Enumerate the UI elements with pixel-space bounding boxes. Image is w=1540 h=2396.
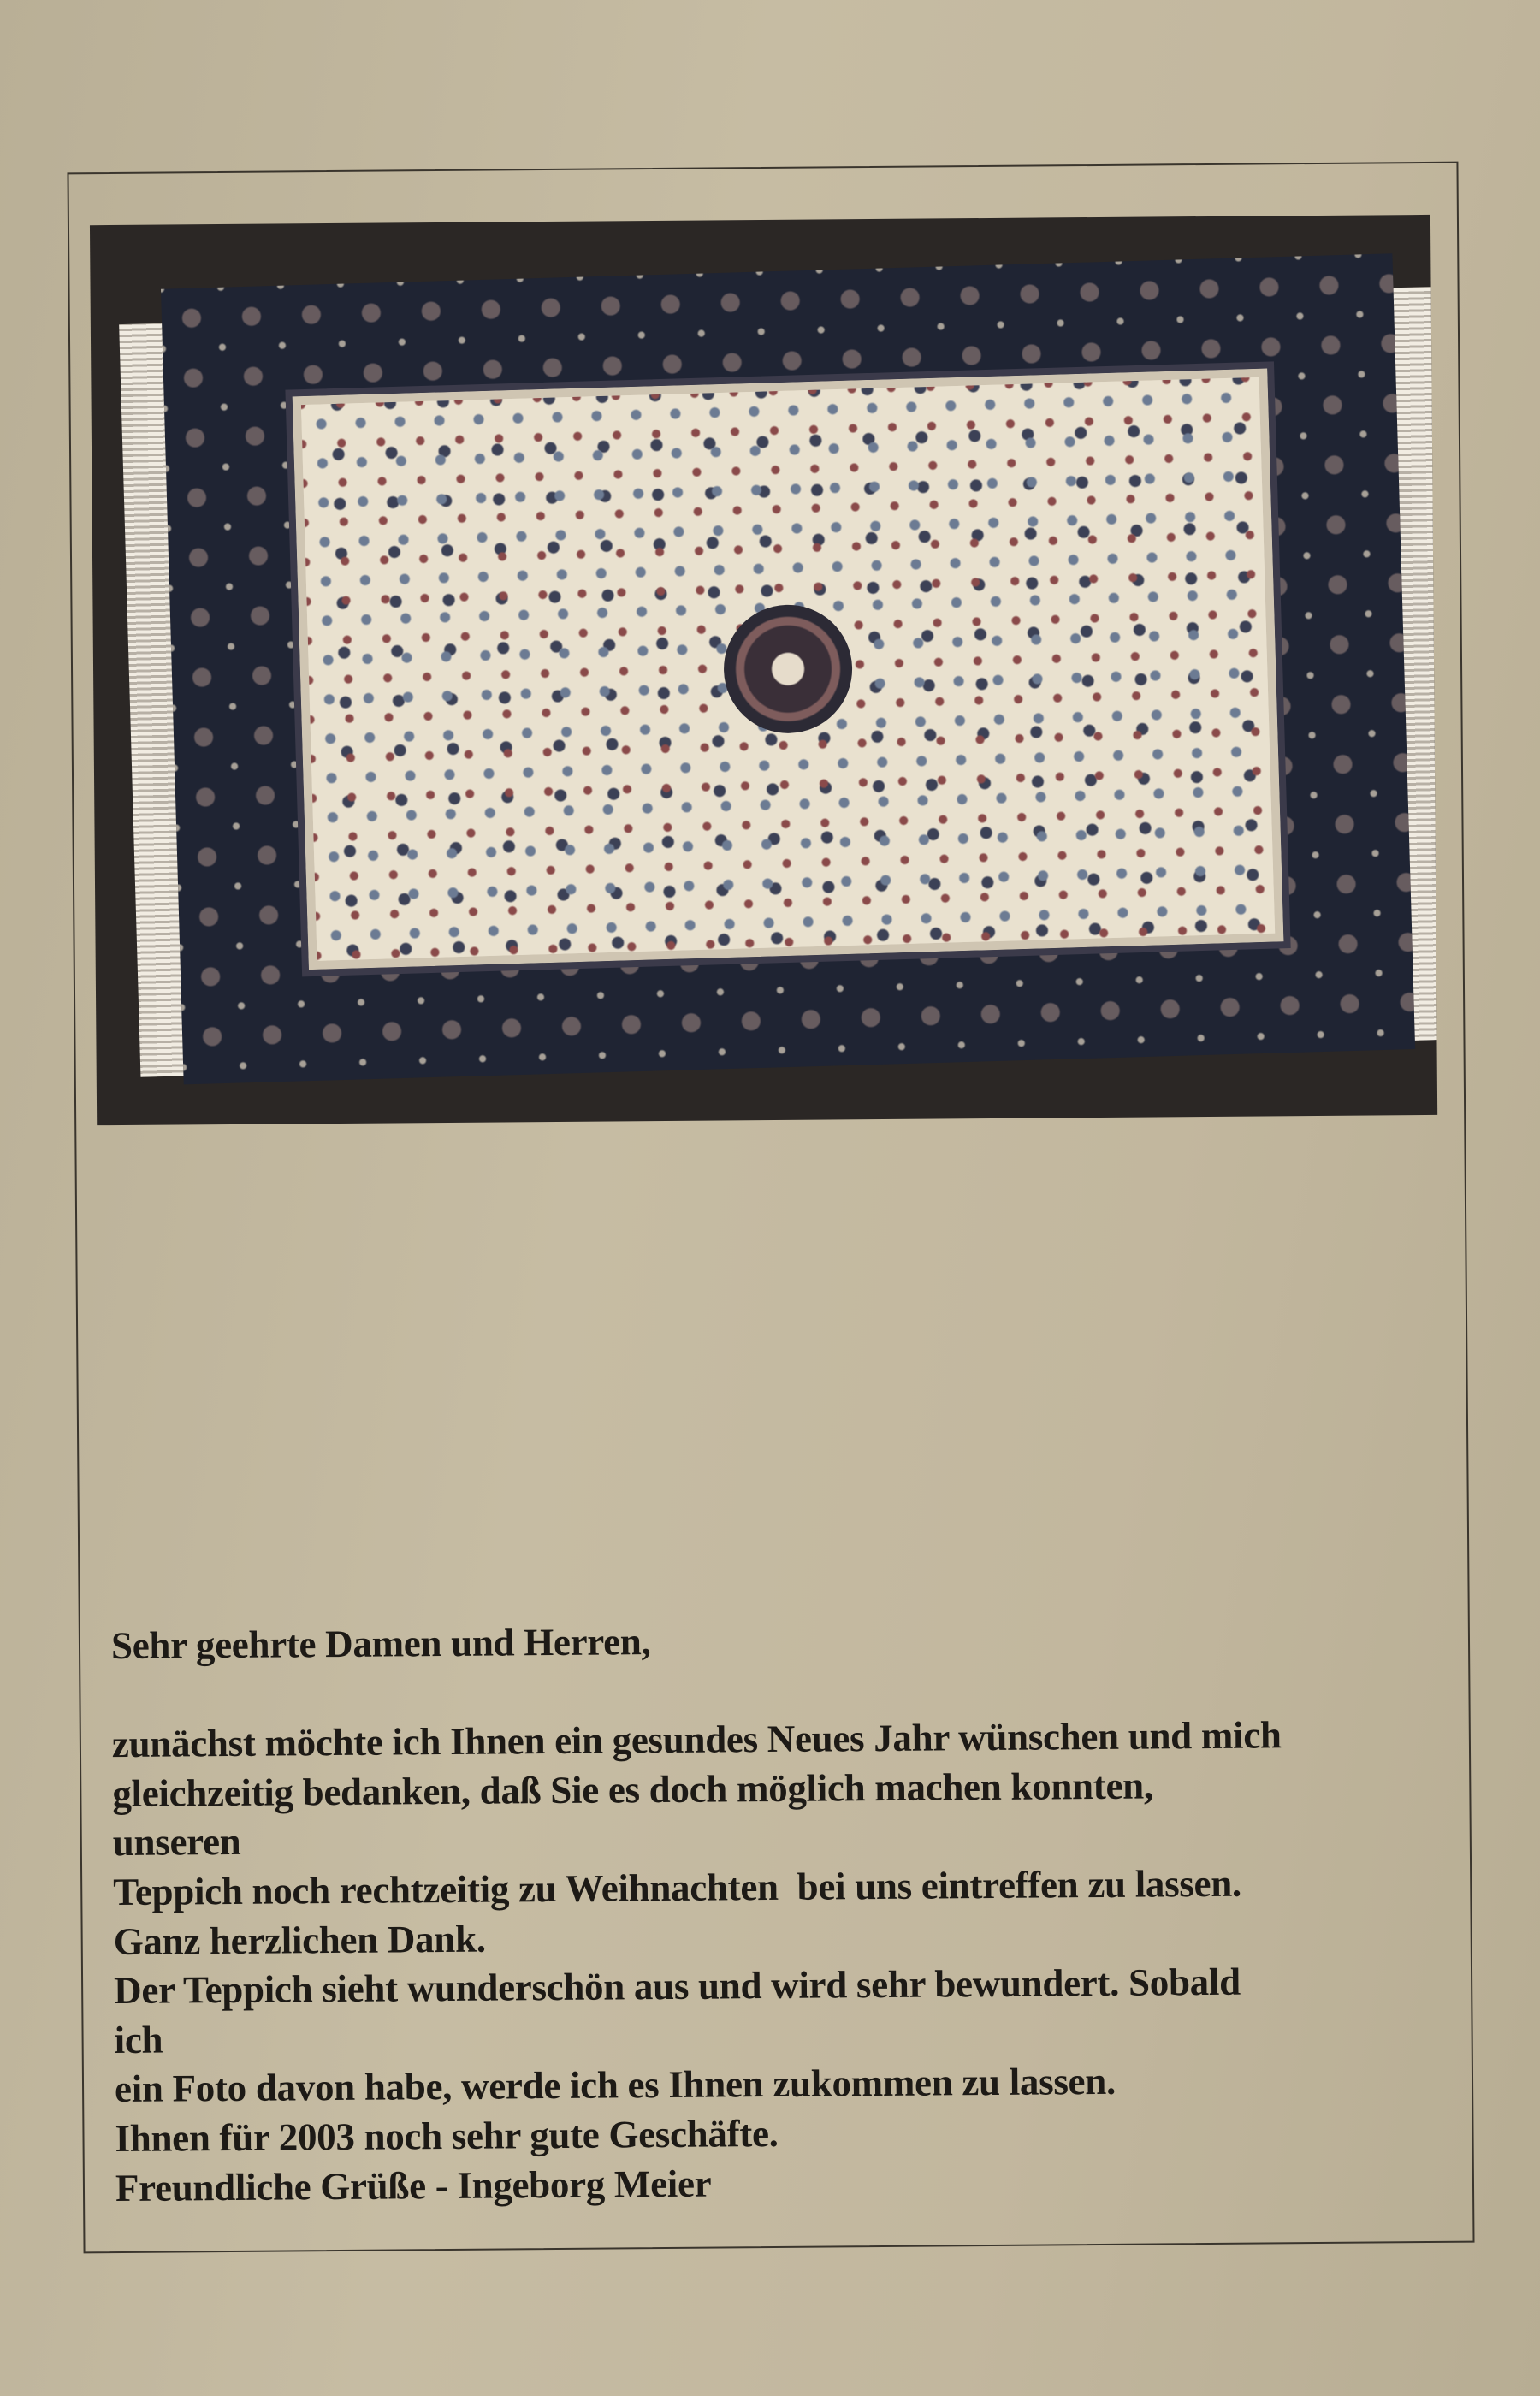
- rug-image: [161, 253, 1415, 1084]
- letter-frame: [67, 162, 1474, 2254]
- salutation: Sehr geehrte Damen und Herren,: [110, 1620, 651, 1668]
- letter-line: Teppich noch rechtzeitig zu Weihnachten bei uns eintreffen zu lassen.: [113, 1861, 1242, 1914]
- letter-text: [111, 1611, 1450, 2213]
- rug-field: [293, 369, 1284, 970]
- letter-line: gleichzeitig bedanken, daß Sie es doch möglich machen konnten,: [112, 1764, 1154, 1815]
- letter-line: Ganz herzlichen Dank.: [113, 1917, 486, 1963]
- rug-photo: [90, 215, 1437, 1125]
- letter-line: Ihnen für 2003 noch sehr gute Geschäfte.: [115, 2111, 779, 2160]
- letter-line: ich: [114, 2018, 163, 2061]
- letter-line: ein Foto davon habe, werde ich es Ihnen zukommen zu lassen.: [114, 2060, 1116, 2111]
- letter-line: unseren: [112, 1820, 241, 1865]
- letter-line: Der Teppich sieht wunderschön aus und wird sehr bewundert. Sobald: [113, 1960, 1241, 2013]
- signature-line: Freundliche Grüße - Ingeborg Meier: [115, 2162, 712, 2209]
- letter-line: zunächst möchte ich Ihnen ein gesundes Neues Jahr wünschen und mich: [111, 1713, 1282, 1766]
